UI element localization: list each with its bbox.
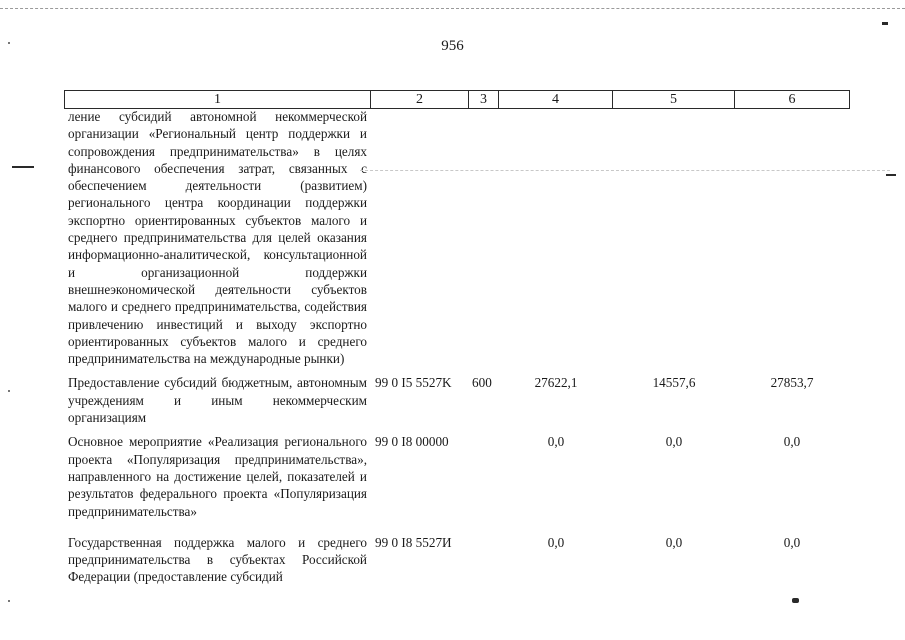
row-name: Предоставление субсидий бюджетным, автономным учреждениям и иным некоммерческим организациям bbox=[68, 375, 367, 426]
edge-speck bbox=[8, 390, 10, 392]
edge-speck bbox=[8, 600, 10, 602]
row-value-6: 0,0 bbox=[783, 534, 801, 550]
scan-artifact-line bbox=[360, 170, 890, 171]
header-col-4: 4 bbox=[499, 91, 613, 108]
row-value-6: 27853,7 bbox=[770, 375, 814, 391]
row-value-4: 27622,1 bbox=[534, 375, 578, 391]
header-col-2: 2 bbox=[371, 91, 469, 108]
header-col-5: 5 bbox=[613, 91, 735, 108]
ink-speck bbox=[792, 598, 799, 603]
margin-mark bbox=[882, 22, 888, 25]
table-row bbox=[64, 534, 864, 586]
row-value-4: 0,0 bbox=[547, 534, 565, 550]
row-name: Государственная поддержка малого и среднего предпринимательства в субъектах Российской Федерации (предоставление субсидий bbox=[68, 534, 367, 585]
row-code: 99 0 I8 5527И bbox=[375, 534, 452, 550]
row-name: ление субсидий автономной некоммерческой организации «Региональный центр поддержки и сопровождения предпринимательства» в целях финансового обеспечения затрат, связанных с обеспечением деятельности (развитием) регионального центра координации поддержки экспортно ориентированных субъектов малого и среднего предпринимательства для целей оказания информационно-аналитической, консультационной и организационной поддержки внешнеэкономической деятельности субъектов малого и среднего предпринимательства, содействия привлечению инвестиций и выходу экспортно ориентированных субъектов малого и среднего предпринимательства на международные рынки) bbox=[68, 109, 367, 367]
table-row bbox=[64, 374, 864, 426]
row-value-6: 0,0 bbox=[783, 434, 801, 450]
row-name: Основное мероприятие «Реализация регионального проекта «Популяризация предпринимательства», направленного на достижение целей, показателей и результатов федерального проекта «Популяризация предпринимательства» bbox=[68, 434, 367, 519]
row-value-5: 14557,6 bbox=[652, 375, 696, 391]
row-value-5: 0,0 bbox=[665, 434, 683, 450]
row-code: 99 0 I8 00000 bbox=[375, 434, 449, 450]
row-code: 99 0 I5 5527K bbox=[375, 375, 452, 391]
row-value-5: 0,0 bbox=[665, 534, 683, 550]
table-header bbox=[64, 90, 850, 109]
row-value-4: 0,0 bbox=[547, 434, 565, 450]
header-col-3: 3 bbox=[469, 91, 499, 108]
margin-mark bbox=[886, 174, 896, 176]
header-col-6: 6 bbox=[788, 92, 796, 107]
table-row bbox=[64, 433, 864, 519]
row-vr: 600 bbox=[472, 375, 492, 391]
page-number: 956 bbox=[441, 38, 464, 54]
edge-speck bbox=[8, 42, 10, 44]
table-body bbox=[64, 108, 864, 586]
header-col-1: 1 bbox=[65, 91, 371, 108]
table-row bbox=[64, 108, 864, 367]
margin-mark bbox=[12, 166, 34, 168]
top-scan-edge bbox=[0, 8, 905, 9]
